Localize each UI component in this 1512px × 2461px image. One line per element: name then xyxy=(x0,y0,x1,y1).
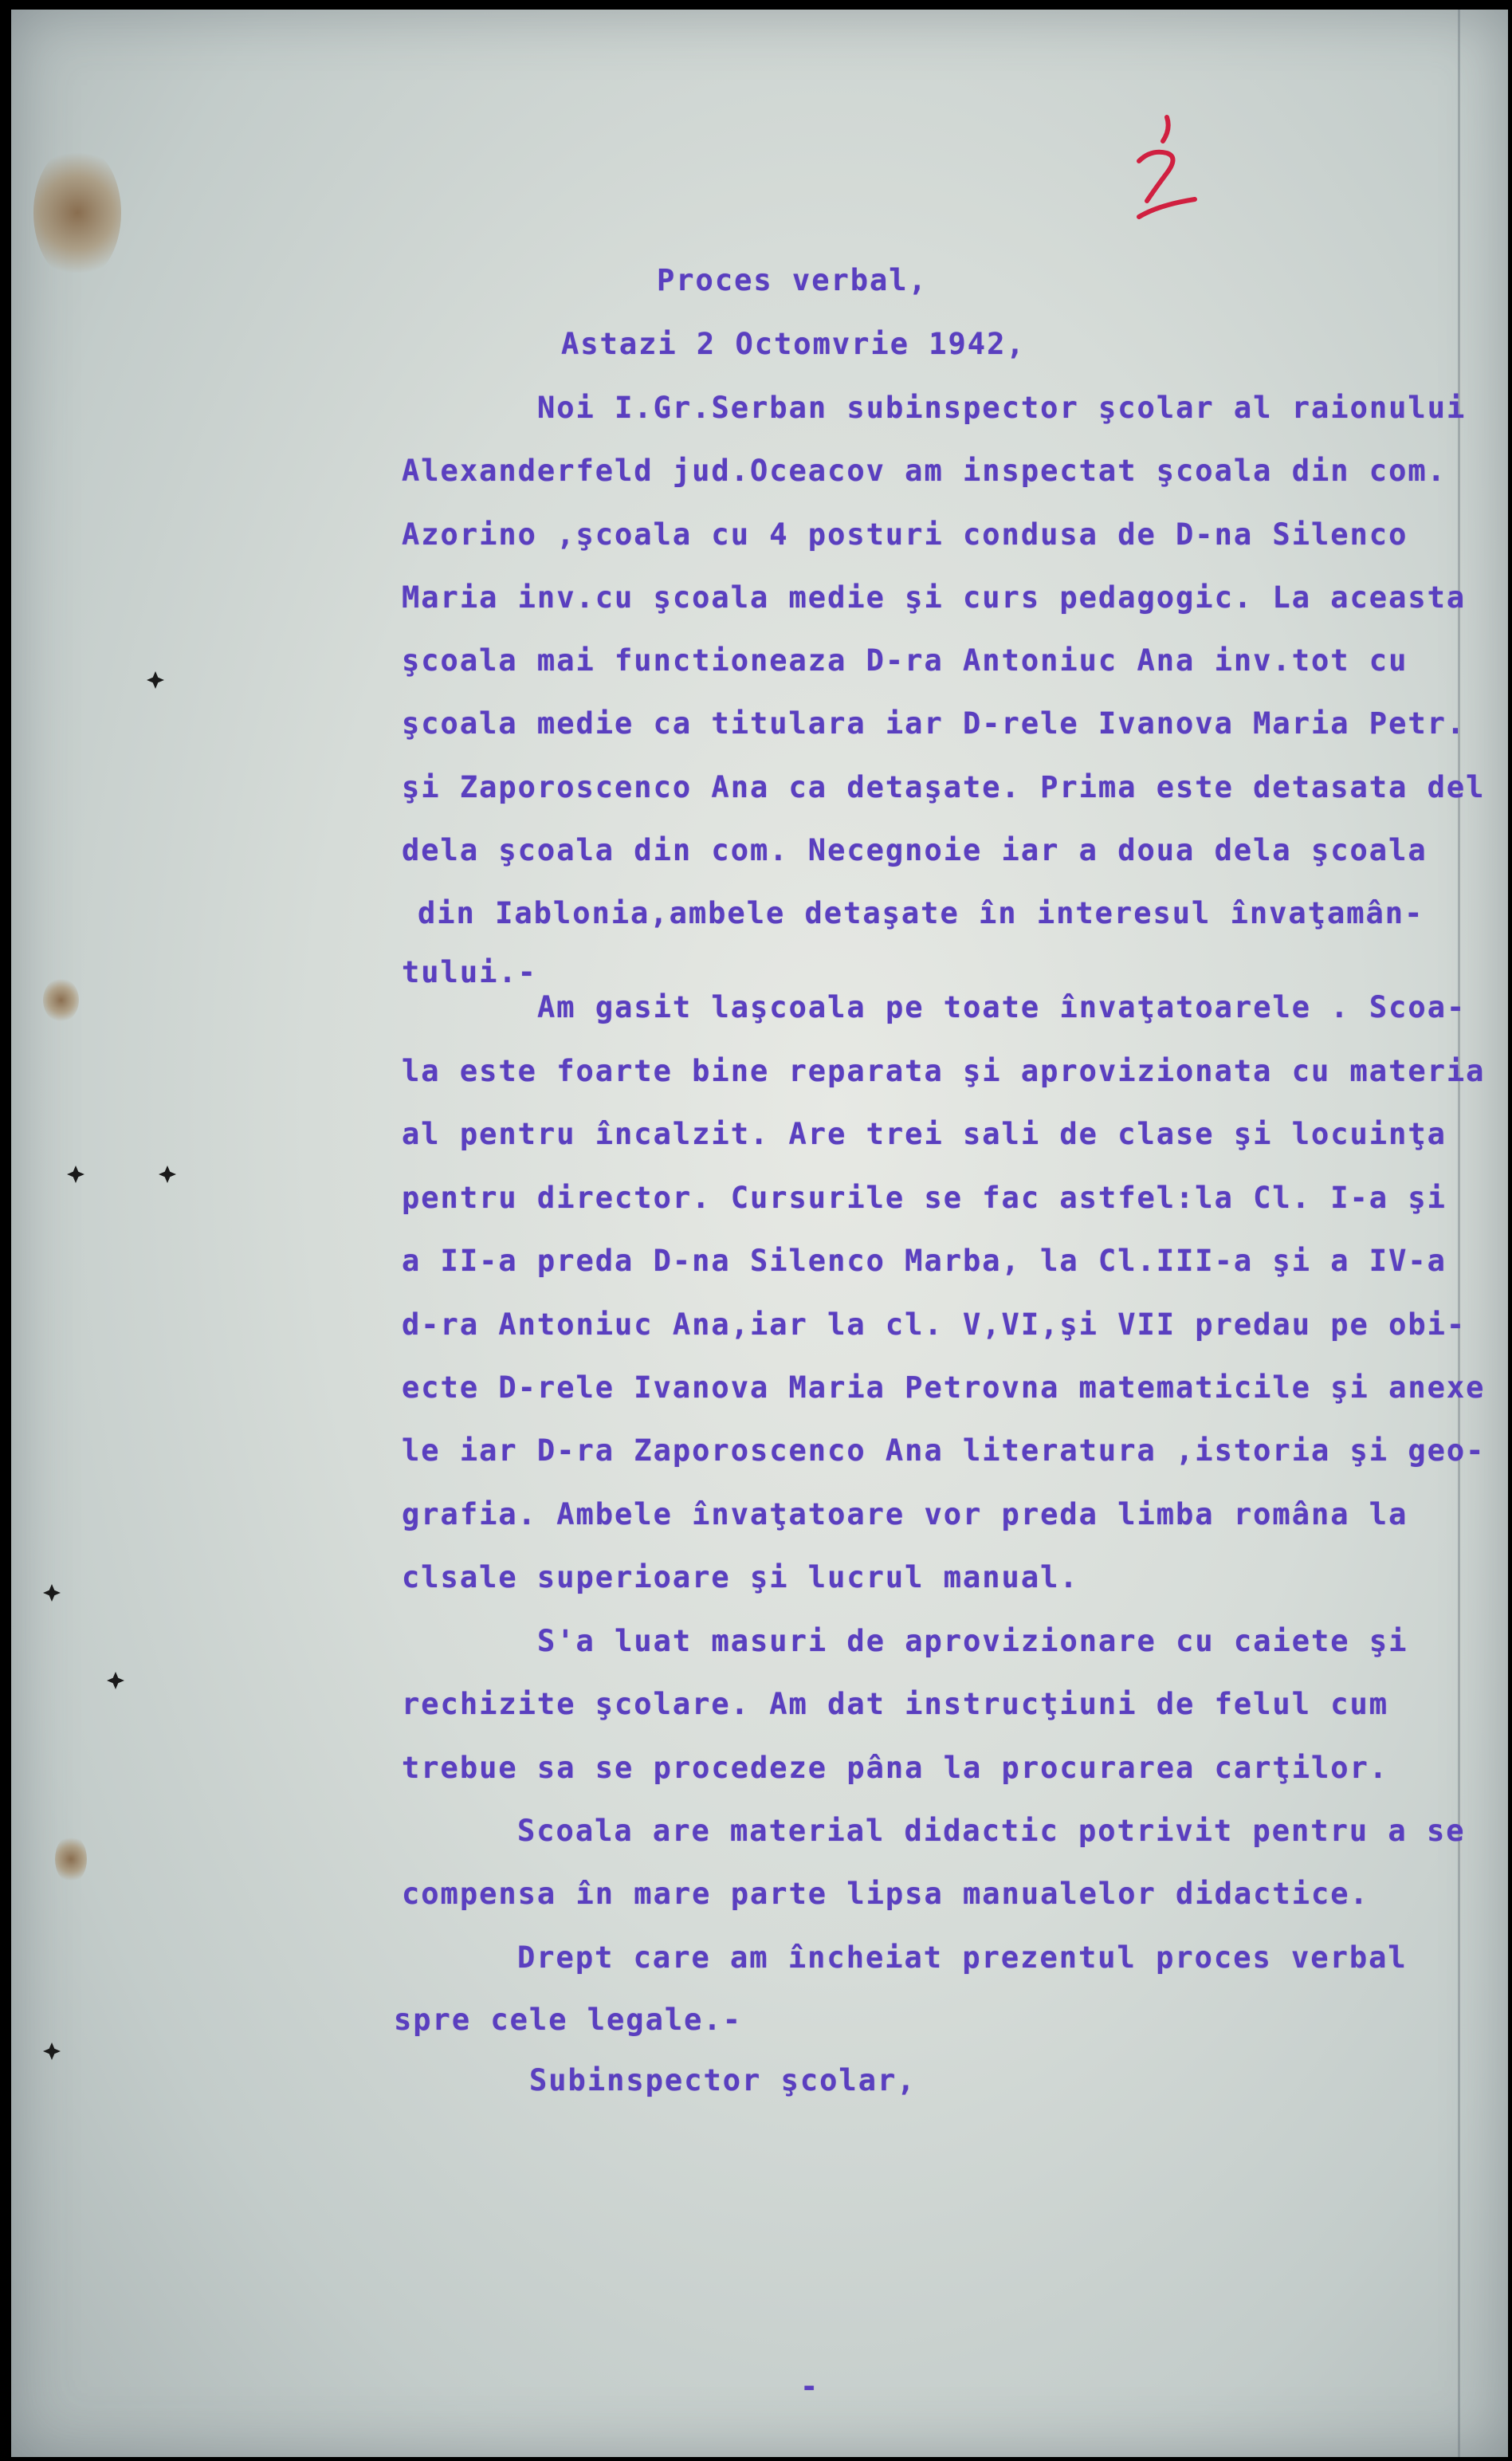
punch-hole xyxy=(107,1672,124,1689)
text-line: şcoala medie ca titulara iar D-rele Ivanova Maria Petr. xyxy=(402,706,1467,741)
text-line: Maria inv.cu şcoala medie şi curs pedagogic. La aceasta xyxy=(402,580,1467,615)
text-line: din Iablonia,ambele detaşate în interesul învaţamân- xyxy=(418,896,1424,930)
text-line: compensa în mare parte lipsa manualelor didactice. xyxy=(402,1877,1369,1911)
text-line: tului.- xyxy=(402,955,537,989)
text-line: şcoala mai functioneaza D-ra Antoniuc Ana inv.tot cu xyxy=(402,643,1408,678)
text-line: d-ra Antoniuc Ana,iar la cl. V,VI,şi VII predau pe obi- xyxy=(402,1307,1467,1342)
document-date: Astazi 2 Octomvrie 1942, xyxy=(561,327,1026,361)
text-line: ecte D-rele Ivanova Maria Petrovna matematicile şi anexe xyxy=(402,1370,1486,1405)
text-line: trebue sa se procedeze pâna la procurarea carţilor. xyxy=(402,1751,1389,1785)
text-line: spre cele legale.- xyxy=(394,2003,742,2037)
text-line: S'a luat masuri de aprovizionare cu caiete şi xyxy=(537,1624,1408,1658)
punch-hole xyxy=(159,1166,176,1183)
text-line: clsale superioare şi lucrul manual. xyxy=(402,1560,1079,1594)
text-line: Am gasit laşcoala pe toate învaţatoarele . Scoa- xyxy=(537,990,1467,1024)
text-line: pentru director. Cursurile se fac astfel:la Cl. I-a şi xyxy=(402,1181,1447,1215)
text-line: le iar D-ra Zaporoscenco Ana literatura ,istoria şi geo- xyxy=(402,1433,1486,1468)
text-line: a II-a preda D-na Silenco Marba, la Cl.III-a şi a IV-a xyxy=(402,1244,1447,1278)
rust-stain xyxy=(43,978,79,1022)
text-line: Scoala are material didactic potrivit pentru a se xyxy=(517,1814,1466,1848)
signature-line: Subinspector şcolar, xyxy=(529,2063,917,2097)
text-line: şi Zaporoscenco Ana ca detaşate. Prima este detasata del xyxy=(402,770,1486,804)
punch-hole xyxy=(43,2042,61,2060)
text-line: grafia. Ambele învaţatoare vor preda limba româna la xyxy=(402,1497,1408,1531)
text-line: Alexanderfeld jud.Oceacov am inspectat şcoala din com. xyxy=(402,454,1447,488)
text-line: al pentru încalzit. Are trei sali de clase şi locuinţa xyxy=(402,1117,1447,1151)
handwritten-page-number xyxy=(1123,113,1211,233)
punch-hole xyxy=(147,671,164,689)
document-title: Proces verbal, xyxy=(657,263,928,297)
text-line: la este foarte bine reparata şi aprovizionata cu materia xyxy=(402,1054,1486,1088)
rust-stain xyxy=(33,145,121,281)
punch-hole xyxy=(67,1166,84,1183)
punch-hole xyxy=(43,1584,61,1602)
paper-fold xyxy=(1458,10,1460,2457)
page-mark: - xyxy=(800,2369,820,2404)
text-line: dela şcoala din com. Necegnoie iar a doua dela şcoala xyxy=(402,833,1428,867)
text-line: Drept care am încheiat prezentul proces verbal xyxy=(517,1940,1408,1975)
document-page xyxy=(11,10,1508,2457)
rust-stain xyxy=(55,1835,87,1883)
text-line: Azorino ,şcoala cu 4 posturi condusa de D-na Silenco xyxy=(402,517,1408,552)
text-line: Noi I.Gr.Serban subinspector şcolar al raionului xyxy=(537,391,1467,425)
text-line: rechizite şcolare. Am dat instrucţiuni de felul cum xyxy=(402,1687,1389,1721)
